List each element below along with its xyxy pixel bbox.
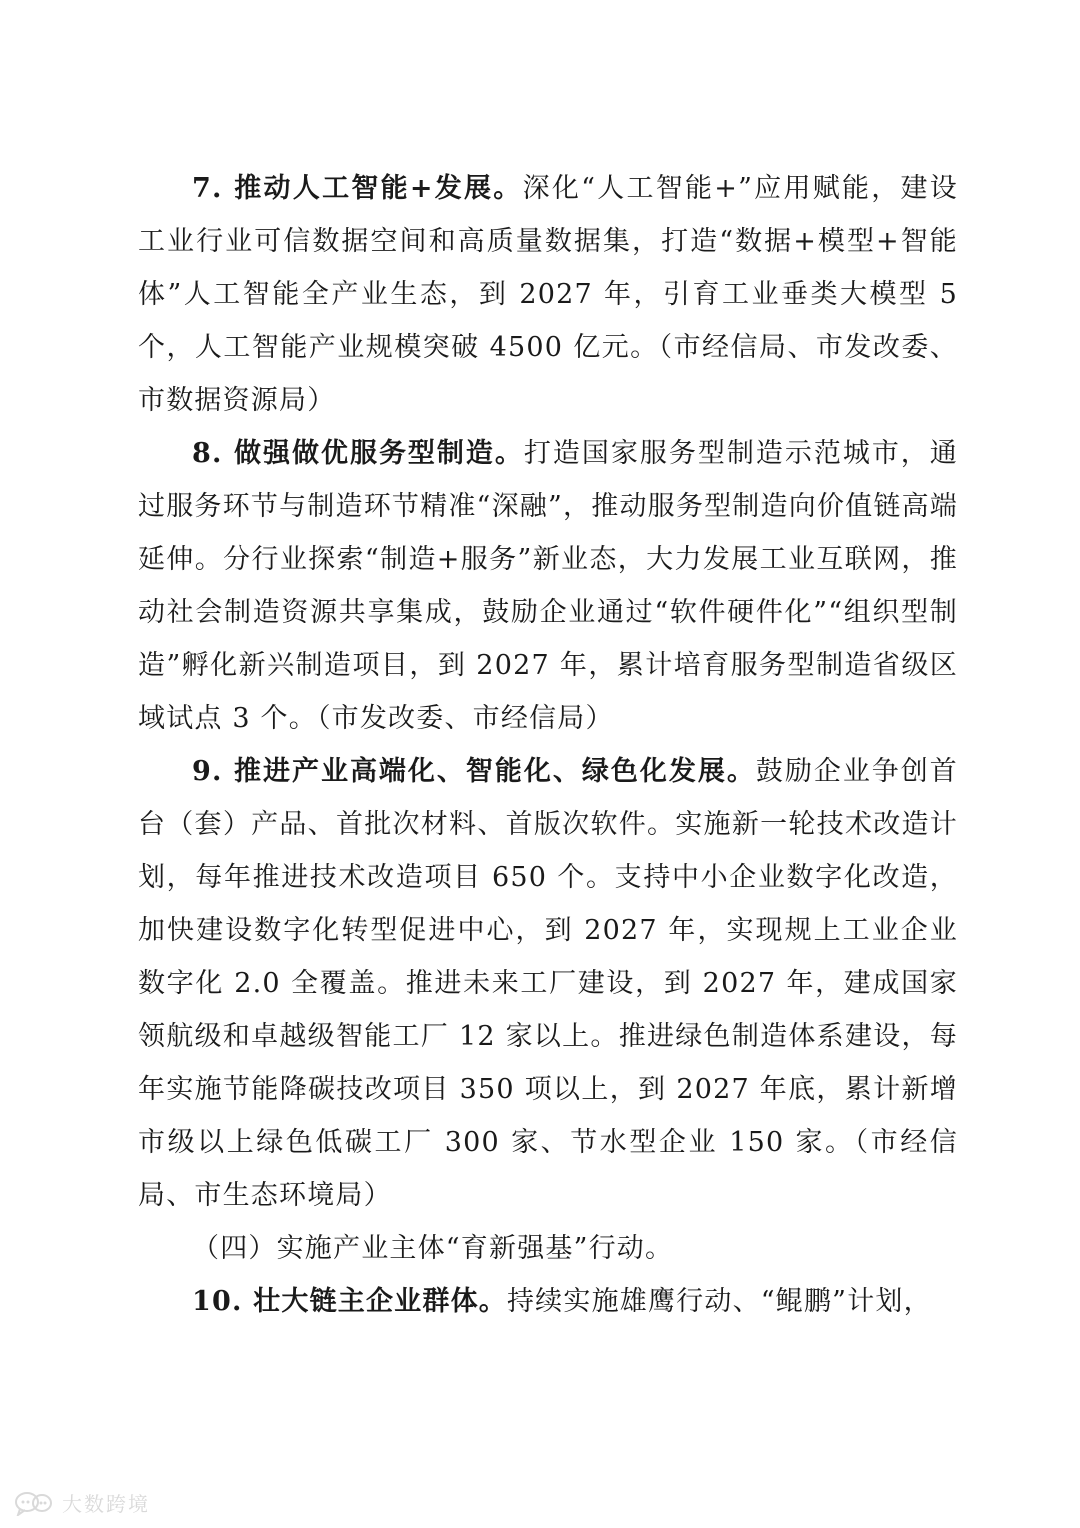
section-heading-4 <box>138 1222 958 1275</box>
paragraph-text: 深化“人工智能+”应用赋能，建设工业行业可信数据空间和高质量数据集，打造“数据+模型+智能体”人工智能全产业生态，到 2027 年，引育工业垂类大模型 5 个，人工智能产业规模突破 4500 亿元。（市经信局、市发改委、市数据资源局） <box>138 173 959 416</box>
document-body <box>138 162 958 1328</box>
paragraph-text: 持续实施雄鹰行动、“鲲鹏”计划， <box>506 1286 932 1317</box>
chat-bubble-logo-icon <box>14 1490 54 1516</box>
paragraph-item-10 <box>138 1275 958 1328</box>
paragraph-heading: 9. 推进产业高端化、智能化、绿色化发展。 <box>192 756 756 787</box>
paragraph-item-7 <box>138 162 958 427</box>
watermark-text: 大数跨境 <box>62 1492 150 1516</box>
paragraph-text: 打造国家服务型制造示范城市，通过服务环节与制造环节精准“深融”，推动服务型制造向价值链高端延伸。分行业探索“制造+服务”新业态，大力发展工业互联网，推动社会制造资源共享集成，鼓励企业通过“软件硬件化”“组织型制造”孵化新兴制造项目，到 2027 年，累计培育服务型制造省级区域试点 3 个。（市发改委、市经信局） <box>138 438 959 734</box>
paragraph-item-8 <box>138 427 958 745</box>
watermark <box>14 1488 150 1517</box>
paragraph-heading: 7. 推动人工智能+发展。 <box>192 173 523 204</box>
section-heading-text: （四）实施产业主体“育新强基”行动。 <box>192 1233 674 1264</box>
paragraph-item-9 <box>138 745 958 1222</box>
paragraph-heading: 8. 做强做优服务型制造。 <box>192 438 524 469</box>
paragraph-heading: 10. 壮大链主企业群体。 <box>192 1286 507 1317</box>
paragraph-text: 鼓励企业争创首台（套）产品、首批次材料、首版次软件。实施新一轮技术改造计划，每年推进技术改造项目 650 个。支持中小企业数字化改造，加快建设数字化转型促进中心，到 2027 年，实现规上工业企业数字化 2.0 全覆盖。推进未来工厂建设，到 2027 年，建成国家领航级和卓越级智能工厂 12 家以上。推进绿色制造体系建设，每年实施节能降碳技改项目 350 项以上，到 2027 年底，累计新增市级以上绿色低碳工厂 300 家、节水型企业 150 家。（市经信局、市生态环境局） <box>138 756 958 1211</box>
